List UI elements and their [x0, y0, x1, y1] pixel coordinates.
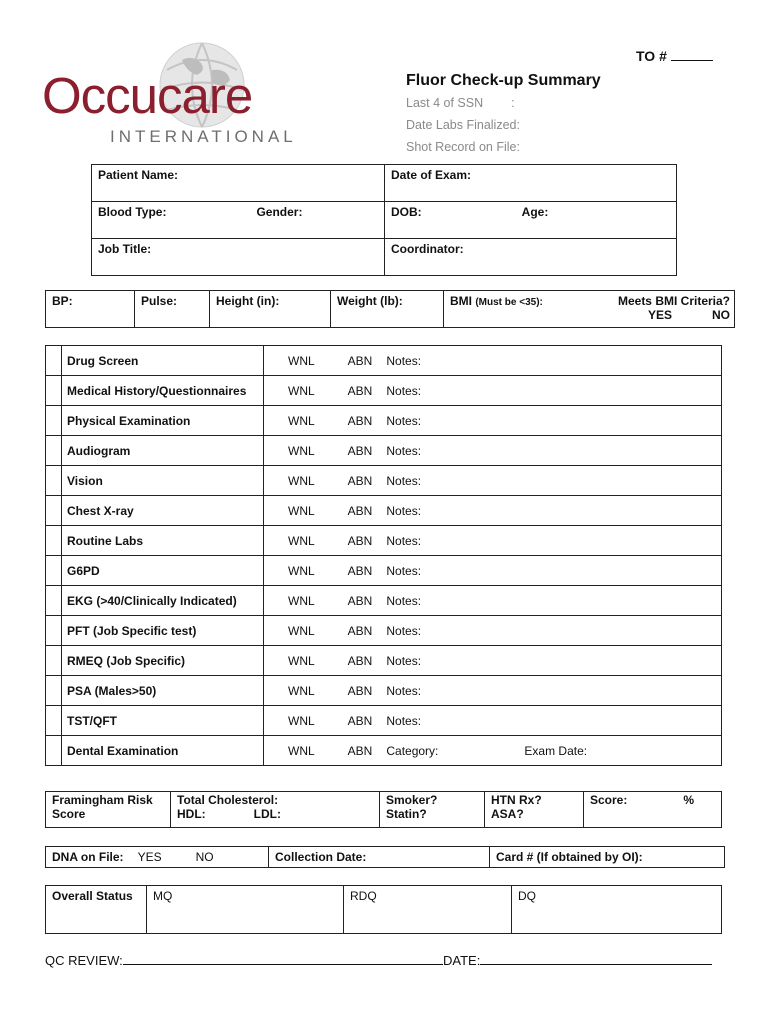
notes-label: Notes: — [386, 713, 422, 728]
wnl-option[interactable]: WNL — [288, 563, 315, 578]
exam-checkbox[interactable] — [46, 346, 62, 376]
abn-option[interactable]: ABN — [347, 563, 373, 578]
exam-checkbox[interactable] — [46, 466, 62, 496]
exam-checkbox[interactable] — [46, 616, 62, 646]
exam-checkbox[interactable] — [46, 496, 62, 526]
notes-label: Notes: — [386, 413, 422, 428]
exam-row — [46, 586, 722, 616]
notes-label: Notes: — [386, 383, 422, 398]
overall-status-table — [45, 885, 722, 934]
exam-checkbox[interactable] — [46, 526, 62, 556]
brand-subtitle: INTERNATIONAL — [110, 127, 297, 146]
shot-record-label: Shot Record on File: — [406, 140, 520, 154]
abn-option[interactable]: ABN — [347, 623, 373, 638]
exam-row — [46, 466, 722, 496]
exam-checkbox[interactable] — [46, 676, 62, 706]
notes-label: Notes: — [386, 473, 422, 488]
smoker-statin-field[interactable]: Smoker? Statin? — [380, 792, 485, 828]
date-field[interactable]: DATE: — [443, 952, 712, 968]
exam-result[interactable] — [264, 586, 722, 616]
job-title-field[interactable]: Job Title: — [92, 239, 385, 276]
exam-name: PSA (Males>50) — [62, 676, 264, 706]
labs-finalized-label: Date Labs Finalized: — [406, 118, 520, 132]
wnl-option[interactable]: WNL — [288, 593, 315, 608]
exam-checkbox[interactable] — [46, 436, 62, 466]
exam-name: EKG (>40/Clinically Indicated) — [62, 586, 264, 616]
abn-option[interactable]: ABN — [347, 383, 373, 398]
exam-row — [46, 556, 722, 586]
exam-result[interactable] — [264, 706, 722, 736]
exam-result[interactable] — [264, 406, 722, 436]
overall-status-label: Overall Status — [46, 886, 147, 934]
notes-label: Notes: — [386, 503, 422, 518]
exam-checkbox[interactable] — [46, 706, 62, 736]
exam-name: Physical Examination — [62, 406, 264, 436]
abn-option[interactable]: ABN — [347, 443, 373, 458]
score-field[interactable]: Score: % — [584, 792, 722, 828]
exam-name: Chest X-ray — [62, 496, 264, 526]
exam-checkbox[interactable] — [46, 586, 62, 616]
wnl-option[interactable]: WNL — [288, 353, 315, 368]
qc-review-field[interactable]: QC REVIEW: — [45, 952, 443, 968]
exam-name: Drug Screen — [62, 346, 264, 376]
wnl-option[interactable]: WNL — [288, 743, 315, 758]
abn-option[interactable]: ABN — [347, 713, 373, 728]
bmi-criteria[interactable]: Meets BMI Criteria? YES NO — [578, 291, 734, 328]
exam-row — [46, 706, 722, 736]
notes-label: Notes: — [386, 443, 422, 458]
exam-checklist-table — [45, 345, 722, 766]
abn-option[interactable]: ABN — [347, 593, 373, 608]
to-number-field[interactable]: TO # — [636, 48, 713, 64]
exam-checkbox[interactable] — [46, 556, 62, 586]
wnl-option[interactable]: WNL — [288, 713, 315, 728]
coordinator-field[interactable]: Coordinator: — [385, 239, 677, 276]
vitals-table — [45, 290, 735, 328]
exam-name: G6PD — [62, 556, 264, 586]
wnl-option[interactable]: WNL — [288, 533, 315, 548]
notes-label: Notes: — [386, 563, 422, 578]
exam-checkbox[interactable] — [46, 646, 62, 676]
notes-label: Notes: — [386, 683, 422, 698]
exam-result[interactable] — [264, 556, 722, 586]
notes-label: Notes: — [386, 623, 422, 638]
abn-option[interactable]: ABN — [347, 533, 373, 548]
exam-checkbox[interactable] — [46, 736, 62, 766]
exam-name: Routine Labs — [62, 526, 264, 556]
exam-result[interactable] — [264, 736, 722, 766]
exam-name: TST/QFT — [62, 706, 264, 736]
exam-row — [46, 616, 722, 646]
pulse-field[interactable]: Pulse: — [135, 291, 210, 328]
exam-checkbox[interactable] — [46, 376, 62, 406]
wnl-option[interactable]: WNL — [288, 503, 315, 518]
exam-row — [46, 526, 722, 556]
rdq-field[interactable]: RDQ — [344, 886, 512, 934]
category-label: Category: — [386, 743, 439, 758]
abn-option[interactable]: ABN — [347, 653, 373, 668]
page-title: Fluor Check-up Summary — [406, 72, 601, 89]
exam-result[interactable] — [264, 376, 722, 406]
bp-field[interactable]: BP: — [46, 291, 135, 328]
exam-checkbox[interactable] — [46, 406, 62, 436]
wnl-option[interactable]: WNL — [288, 383, 315, 398]
notes-label: Notes: — [386, 593, 422, 608]
exam-row — [46, 346, 722, 376]
exam-name: Dental Examination — [62, 736, 264, 766]
abn-option[interactable]: ABN — [347, 683, 373, 698]
abn-option[interactable]: ABN — [347, 413, 373, 428]
exam-result[interactable] — [264, 616, 722, 646]
weight-field[interactable]: Weight (lb): — [331, 291, 444, 328]
wnl-option[interactable]: WNL — [288, 623, 315, 638]
abn-option[interactable]: ABN — [347, 503, 373, 518]
exam-result[interactable] — [264, 496, 722, 526]
abn-option[interactable]: ABN — [347, 473, 373, 488]
notes-label: Notes: — [386, 353, 422, 368]
collection-date-field[interactable]: Collection Date: — [269, 847, 490, 868]
dna-field[interactable]: DNA on File: YES NO — [46, 847, 269, 868]
patient-info-table — [91, 164, 677, 276]
patient-name-field[interactable]: Patient Name: — [92, 165, 385, 202]
cholesterol-field[interactable]: Total Cholesterol: HDL: LDL: — [171, 792, 380, 828]
exam-date-label: Exam Date: — [524, 743, 588, 758]
exam-name: Medical History/Questionnaires — [62, 376, 264, 406]
mq-field[interactable]: MQ — [147, 886, 344, 934]
dna-table — [45, 846, 725, 868]
card-number-field[interactable]: Card # (If obtained by OI): — [490, 847, 725, 868]
risk-table — [45, 791, 722, 828]
exam-row — [46, 736, 722, 766]
exam-name: Vision — [62, 466, 264, 496]
exam-date-field[interactable]: Date of Exam: — [385, 165, 677, 202]
exam-name: PFT (Job Specific test) — [62, 616, 264, 646]
wnl-option[interactable]: WNL — [288, 653, 315, 668]
notes-label: Notes: — [386, 533, 422, 548]
blood-gender-field[interactable]: Blood Type: Gender: — [92, 202, 385, 239]
exam-result[interactable] — [264, 676, 722, 706]
wnl-option[interactable]: WNL — [288, 443, 315, 458]
exam-result[interactable] — [264, 526, 722, 556]
exam-row — [46, 676, 722, 706]
exam-result[interactable] — [264, 436, 722, 466]
exam-row — [46, 436, 722, 466]
exam-result[interactable] — [264, 346, 722, 376]
exam-row — [46, 646, 722, 676]
exam-result[interactable] — [264, 466, 722, 496]
dq-field[interactable]: DQ — [512, 886, 722, 934]
exam-row — [46, 496, 722, 526]
exam-row — [46, 376, 722, 406]
brand-name: Occucare — [42, 67, 253, 124]
exam-result[interactable] — [264, 646, 722, 676]
wnl-option[interactable]: WNL — [288, 413, 315, 428]
wnl-option[interactable]: WNL — [288, 683, 315, 698]
bmi-field[interactable]: BMI (Must be <35): — [444, 291, 579, 328]
exam-name: RMEQ (Job Specific) — [62, 646, 264, 676]
abn-option[interactable]: ABN — [347, 353, 373, 368]
abn-option[interactable]: ABN — [347, 743, 373, 758]
exam-row — [46, 406, 722, 436]
height-field[interactable]: Height (in): — [210, 291, 331, 328]
notes-label: Notes: — [386, 653, 422, 668]
framingham-field[interactable]: Framingham Risk Score — [46, 792, 171, 828]
htn-asa-field[interactable]: HTN Rx? ASA? — [485, 792, 584, 828]
wnl-option[interactable]: WNL — [288, 473, 315, 488]
ssn-label: Last 4 of SSN : — [406, 96, 515, 110]
exam-name: Audiogram — [62, 436, 264, 466]
dob-age-field[interactable]: DOB: Age: — [385, 202, 677, 239]
